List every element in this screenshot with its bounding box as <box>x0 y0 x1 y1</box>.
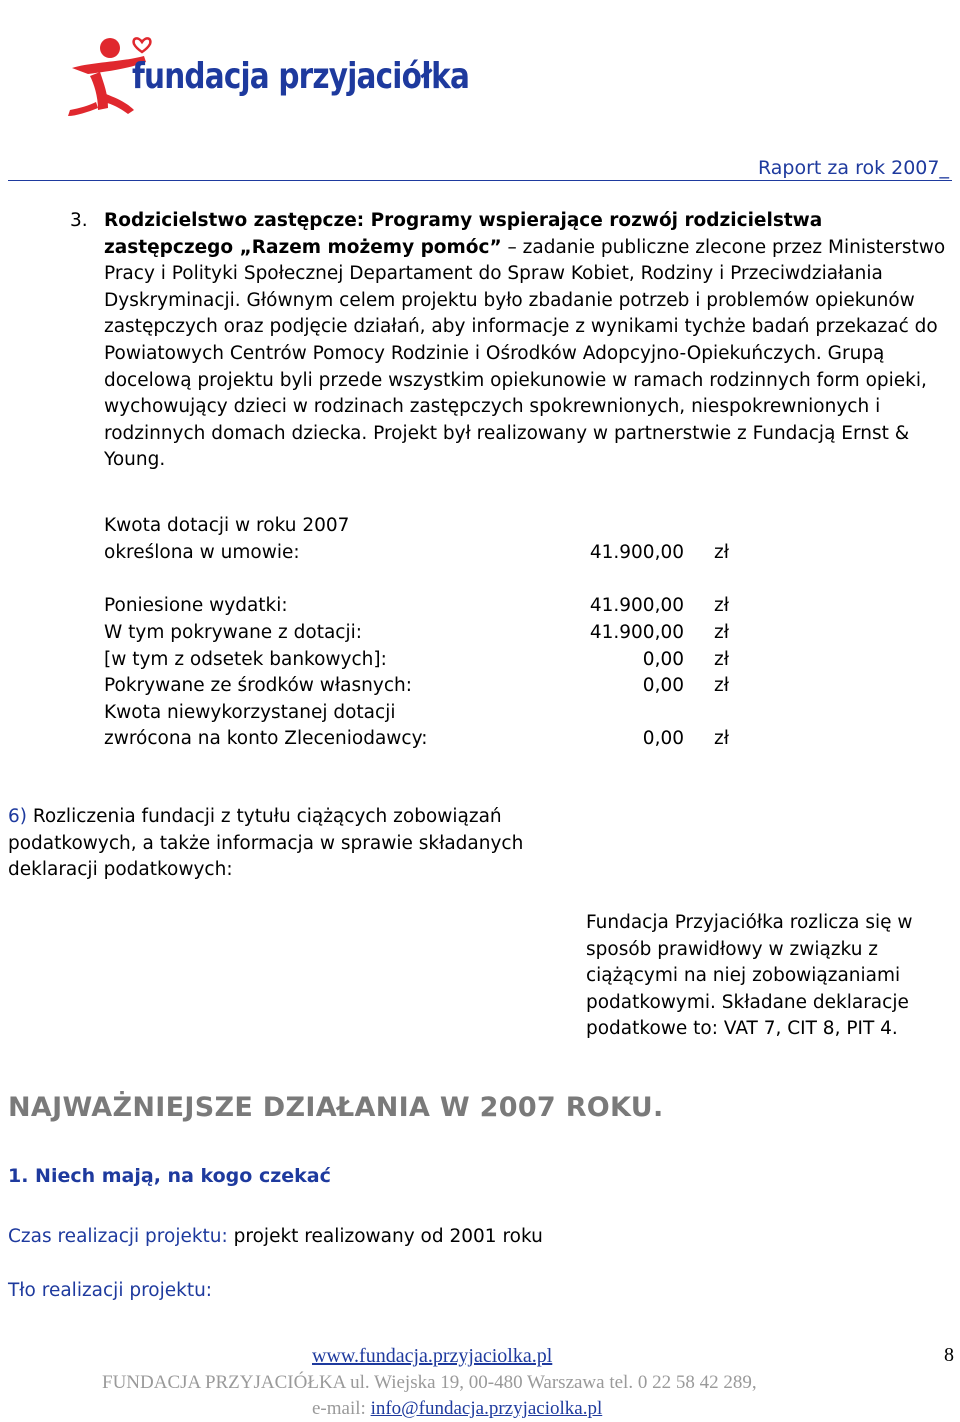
section-6-number: 6) <box>8 806 27 827</box>
currency: zł <box>714 595 729 616</box>
currency: zł <box>714 622 729 643</box>
section-3-number: 3. <box>70 210 88 231</box>
main-heading: NAJWAŻNIEJSZE DZIAŁANIA W 2007 ROKU. <box>8 1092 664 1123</box>
page-number: 8 <box>944 1344 954 1366</box>
covered-amount: 41.900,00 <box>589 622 684 643</box>
unused-label-1: Kwota niewykorzystanej dotacji <box>104 702 396 723</box>
project-time-line <box>8 1226 543 1247</box>
footer-email-label: e-mail: <box>312 1398 371 1419</box>
section-3-text-1: – zadanie publiczne zlecone przez Ministerstwo Pracy i Polityki Społecznej Departament do Spraw Kobiet, Rodziny i Przeciwdziałania Dyskryminacji. <box>104 236 946 311</box>
covered-label: W tym pokrywane z dotacji: <box>104 622 362 643</box>
footer-email-line <box>312 1398 602 1420</box>
own-funds-amount: 0,00 <box>642 675 684 696</box>
interest-label: [w tym z odsetek bankowych]: <box>104 649 387 670</box>
logo-text: fundacja przyjaciółka <box>132 56 470 97</box>
section-3-text-2: Głównym celem projektu było zbadanie potrzeb i problemów opiekunów zastępczych oraz podjęcie działań, aby informacje z wynikami tychże badań przekazać do Powiatowych Centrów Pomocy Rodzinie i Ośrodków Adopcyjno-Opiekuńczych. <box>104 289 938 364</box>
section-3-paragraph <box>70 208 948 474</box>
section-6-paragraph <box>8 804 568 884</box>
currency: zł <box>714 728 729 749</box>
section-3-title: Rodzicielstwo zastępcze: Programy wspierające rozwój rodzicielstwa zastępczego „Razem możemy pomóc” <box>104 210 823 258</box>
project-1-title: 1. Niech mają, na kogo czekać <box>8 1165 331 1187</box>
footer-website-link[interactable]: www.fundacja.przyjaciolka.pl <box>312 1345 553 1367</box>
footer-email-link[interactable]: info@fundacja.przyjaciolka.pl <box>370 1398 603 1419</box>
project-time-label: Czas realizacji projektu: <box>8 1226 228 1247</box>
grant-label-2: określona w umowie: <box>104 542 300 563</box>
project-background-label: Tło realizacji projektu: <box>8 1280 213 1301</box>
expenses-label: Poniesione wydatki: <box>104 595 288 616</box>
grant-label-1: Kwota dotacji w roku 2007 <box>104 515 350 536</box>
section-3-text-3: Grupą docelową projektu byli przede wszystkim opiekunowie w ramach rodzinnych form opieki, wychowujący dzieci w rodzinach zastępczych spokrewnionych, niespokrewnionych i rodzinnych domach dziecka. <box>104 342 927 444</box>
unused-label-2: zwrócona na konto Zleceniodawcy: <box>104 728 428 749</box>
grant-amount: 41.900,00 <box>589 542 684 563</box>
tax-answer: Fundacja Przyjaciółka rozlicza się w sposób prawidłowy w związku z ciążącymi na niej zobowiązaniami podatkowymi. Składane deklaracje podatkowe to: VAT 7, CIT 8, PIT 4. <box>586 912 913 1040</box>
interest-amount: 0,00 <box>642 649 684 670</box>
currency: zł <box>714 649 729 670</box>
unused-amount: 0,00 <box>642 728 684 749</box>
header-rule <box>8 180 952 181</box>
project-time-value: projekt realizowany od 2001 roku <box>227 1226 543 1247</box>
footer-address: FUNDACJA PRZYJACIÓŁKA ul. Wiejska 19, 00-480 Warszawa tel. 0 22 58 42 289, <box>102 1372 757 1393</box>
currency: zł <box>714 542 729 563</box>
report-title: Raport za rok 2007_ <box>740 157 949 179</box>
section-3-text-4: Projekt był realizowany w partnerstwie z Fundacją Ernst & Young. <box>104 422 910 471</box>
currency: zł <box>714 675 729 696</box>
own-funds-label: Pokrywane ze środków własnych: <box>104 675 412 696</box>
expenses-amount: 41.900,00 <box>589 595 684 616</box>
section-6-text: Rozliczenia fundacji z tytułu ciążących zobowiązań podatkowych, a także informacja w sprawie składanych deklaracji podatkowych: <box>8 806 524 881</box>
